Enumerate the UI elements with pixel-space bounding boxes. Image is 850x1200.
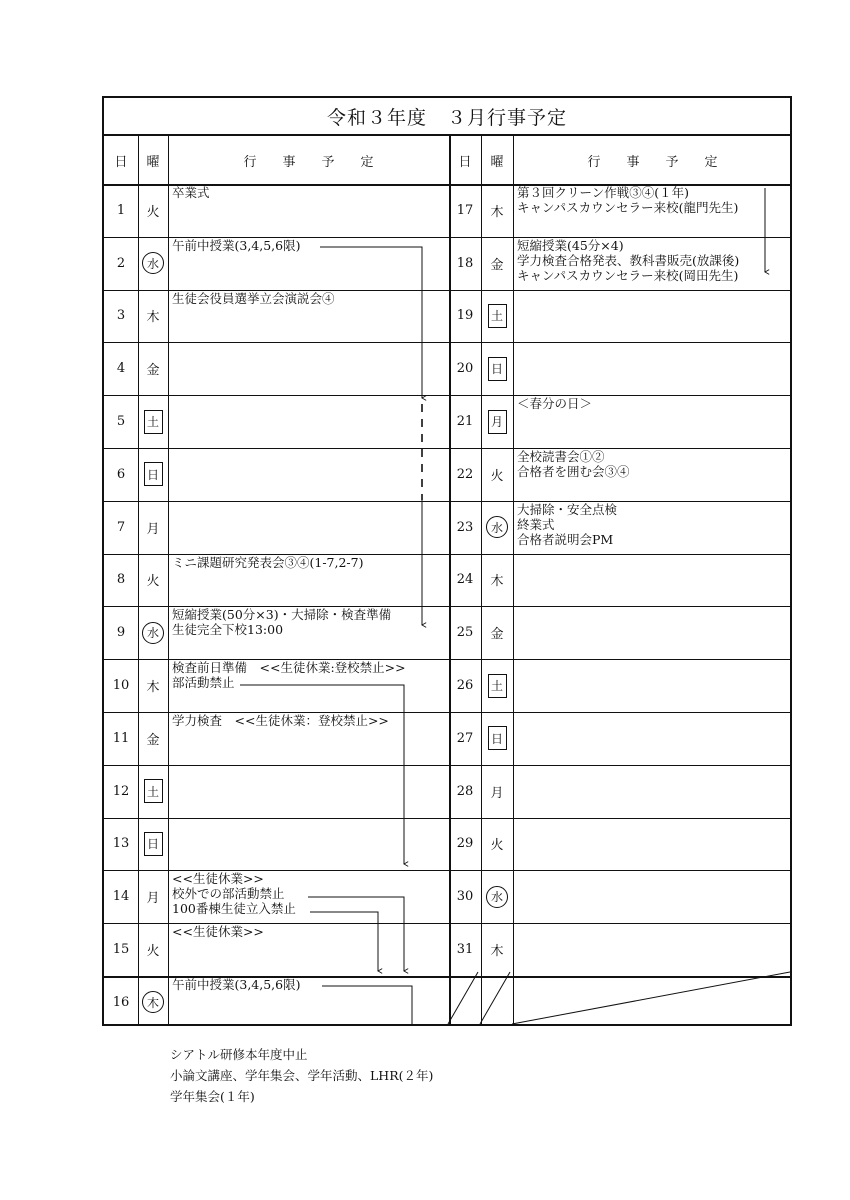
- event-cell: [168, 184, 449, 237]
- note-line: シアトル研修本年度中止: [170, 1047, 308, 1062]
- weekday-circled: 水: [486, 886, 508, 908]
- weekday-cell: [138, 237, 168, 290]
- weekday: 木: [490, 944, 504, 960]
- weekday-cell: [138, 290, 168, 343]
- weekday-boxed: 土: [488, 304, 507, 328]
- event-cell: [168, 395, 449, 448]
- event-cell: [513, 342, 792, 395]
- note-line: 小論文講座、学年集会、学年活動、LHR(２年): [170, 1068, 434, 1083]
- weekday-cell: [138, 712, 168, 765]
- event-cell: [513, 501, 792, 554]
- event-line: キャンパスカウンセラー来校(龍門先生): [517, 200, 739, 215]
- event-cell: [168, 290, 449, 343]
- event-cell: [168, 237, 449, 290]
- event-cell: [168, 870, 449, 923]
- event-line: 生徒完全下校13:00: [172, 622, 284, 638]
- event-cell: [513, 765, 792, 818]
- weekday-circled: 木: [142, 991, 164, 1013]
- event-cell: [168, 554, 449, 607]
- weekday-cell: [138, 501, 168, 554]
- day-number: 7: [116, 519, 126, 535]
- weekday-boxed: 日: [488, 726, 507, 750]
- day-number: 15: [112, 942, 130, 958]
- page-title: 令和３年度 ３月行事予定: [104, 98, 790, 136]
- weekday: 木: [146, 310, 160, 326]
- day-number: 9: [116, 625, 126, 641]
- weekday: 月: [146, 891, 160, 907]
- day-number: 20: [456, 361, 474, 377]
- weekday: 金: [490, 257, 504, 273]
- event-cell: [168, 818, 449, 871]
- event-line: 終業式: [517, 516, 555, 532]
- weekday-cell: [481, 501, 513, 554]
- weekday-cell: [138, 395, 168, 448]
- weekday-cell: [138, 818, 168, 871]
- weekday-cell: [481, 342, 513, 395]
- event-line: 大掃除・安全点検: [517, 501, 618, 517]
- weekday-cell: [481, 923, 513, 976]
- weekday-cell: [481, 818, 513, 871]
- event-cell: [513, 923, 792, 976]
- event-line: ミニ課題研究発表会③④(1-7,2-7): [172, 554, 364, 570]
- weekday: 木: [490, 204, 504, 220]
- day-number: 23: [456, 519, 474, 535]
- weekday: 月: [146, 521, 160, 537]
- event-cell: [513, 290, 792, 343]
- weekday-boxed: 土: [144, 410, 163, 434]
- weekday-cell: [481, 395, 513, 448]
- weekday-cell: [481, 290, 513, 343]
- weekday-cell: [138, 184, 168, 237]
- event-cell: [513, 395, 792, 448]
- event-line: 合格者を囲む会③④: [517, 464, 630, 479]
- event-line: <<生徒休業>>: [172, 871, 264, 887]
- day-number: 4: [116, 361, 126, 377]
- weekday: 火: [146, 944, 160, 960]
- header-dow-right: 曜: [490, 154, 504, 170]
- event-line: 短縮授業(45分×4): [517, 237, 624, 253]
- day-number: 31: [456, 942, 474, 958]
- weekday-cell: [481, 659, 513, 712]
- event-cell: [513, 659, 792, 712]
- day-number: 27: [456, 730, 474, 746]
- day-number: 14: [112, 889, 130, 905]
- weekday-cell: [138, 342, 168, 395]
- weekday-cell: [138, 606, 168, 659]
- weekday-boxed: 日: [144, 832, 163, 856]
- day-number: 21: [456, 414, 474, 430]
- event-line: 100番棟生徒立入禁止: [172, 901, 296, 917]
- day-number: 22: [456, 466, 474, 482]
- weekday-boxed: 土: [144, 779, 163, 803]
- weekday-boxed: 月: [488, 410, 507, 434]
- weekday: 木: [490, 574, 504, 590]
- weekday-boxed: 日: [488, 357, 507, 381]
- weekday-circled: 水: [142, 252, 164, 274]
- day-number: 5: [116, 414, 126, 430]
- event-cell: [513, 818, 792, 871]
- header-date-left: 日: [114, 154, 128, 170]
- weekday-cell: [481, 765, 513, 818]
- weekday: 火: [146, 574, 160, 590]
- event-line: 短縮授業(50分×3)・大掃除・検査準備: [172, 607, 392, 623]
- event-cell: [168, 976, 449, 1029]
- event-cell: [513, 184, 792, 237]
- event-cell: [513, 554, 792, 607]
- weekday-cell: [138, 448, 168, 501]
- event-cell: [168, 606, 449, 659]
- weekday-circled: 水: [486, 516, 508, 538]
- weekday-cell: [138, 923, 168, 976]
- event-line: 午前中授業(3,4,5,6限): [172, 977, 301, 992]
- event-line: キャンパスカウンセラー来校(岡田先生): [517, 267, 739, 283]
- header-events-right: 行事予定: [587, 154, 744, 170]
- day-number: 29: [456, 836, 474, 852]
- event-cell: [168, 923, 449, 976]
- event-cell: [168, 448, 449, 501]
- day-number: 24: [456, 572, 474, 588]
- schedule-table: [102, 96, 792, 1026]
- weekday: 木: [146, 680, 160, 696]
- day-number: 28: [456, 783, 474, 799]
- day-number: 25: [456, 625, 474, 641]
- weekday-cell: [481, 448, 513, 501]
- event-line: 合格者説明会PM: [517, 531, 614, 547]
- day-number: 1: [116, 202, 126, 218]
- footer-notes: [170, 1044, 433, 1107]
- event-line: <<生徒休業>>: [172, 924, 264, 940]
- weekday-cell: [481, 606, 513, 659]
- event-line: 検査前日準備 <<生徒休業:登校禁止>>: [172, 660, 406, 676]
- day-number: 10: [112, 678, 130, 694]
- event-cell: [513, 237, 792, 290]
- day-number: 18: [456, 255, 474, 271]
- event-line: 午前中授業(3,4,5,6限): [172, 237, 301, 253]
- event-line: 学力検査合格発表、教科書販売(放課後): [517, 252, 740, 268]
- weekday-cell: [481, 712, 513, 765]
- day-number: 2: [116, 255, 126, 271]
- event-cell: [513, 870, 792, 923]
- event-cell: [168, 342, 449, 395]
- weekday-cell: [138, 870, 168, 923]
- weekday-cell: [138, 659, 168, 712]
- event-line: 生徒会役員選挙立会演説会④: [172, 290, 335, 306]
- event-cell: [513, 712, 792, 765]
- weekday-cell: [138, 765, 168, 818]
- day-number: 19: [456, 308, 474, 324]
- weekday: 金: [490, 627, 504, 643]
- weekday: 月: [490, 785, 504, 801]
- header-events-left: 行事予定: [243, 154, 400, 170]
- day-number: 6: [116, 466, 126, 482]
- day-number: 16: [112, 994, 130, 1010]
- event-cell: [168, 712, 449, 765]
- weekday: 火: [490, 468, 504, 484]
- weekday-cell: [481, 554, 513, 607]
- event-cell: [168, 501, 449, 554]
- weekday: 火: [490, 838, 504, 854]
- event-cell: [513, 448, 792, 501]
- weekday-cell: [481, 870, 513, 923]
- weekday-circled: 水: [142, 622, 164, 644]
- event-cell: [513, 606, 792, 659]
- header-dow-left: 曜: [146, 154, 160, 170]
- weekday: 金: [146, 363, 160, 379]
- header-date-right: 日: [458, 154, 472, 170]
- event-line: 全校読書会①②: [517, 449, 605, 464]
- weekday-cell: [481, 184, 513, 237]
- weekday-cell: [481, 237, 513, 290]
- weekday-boxed: 日: [144, 462, 163, 486]
- day-number: 13: [112, 836, 130, 852]
- day-number: 30: [456, 889, 474, 905]
- day-number: 17: [456, 202, 474, 218]
- event-line: 卒業式: [172, 185, 210, 200]
- event-line: 部活動禁止: [172, 675, 235, 691]
- day-number: 8: [116, 572, 126, 588]
- day-number: 12: [112, 783, 130, 799]
- weekday-cell: [138, 554, 168, 607]
- weekday-boxed: 土: [488, 674, 507, 698]
- event-line: 学力検査 <<生徒休業：登校禁止>>: [172, 713, 389, 728]
- day-number: 26: [456, 678, 474, 694]
- day-number: 3: [116, 308, 126, 324]
- weekday: 金: [146, 732, 160, 748]
- weekday: 火: [146, 204, 160, 220]
- note-line: 学年集会(１年): [170, 1089, 255, 1104]
- day-number: 11: [112, 730, 130, 746]
- event-line: 第３回クリーン作戦③④(１年): [517, 185, 690, 200]
- event-line: ＜春分の日＞: [517, 396, 593, 412]
- event-line: 校外での部活動禁止: [172, 886, 285, 902]
- event-cell: [168, 659, 449, 712]
- weekday-cell: [138, 976, 168, 1029]
- event-cell: [168, 765, 449, 818]
